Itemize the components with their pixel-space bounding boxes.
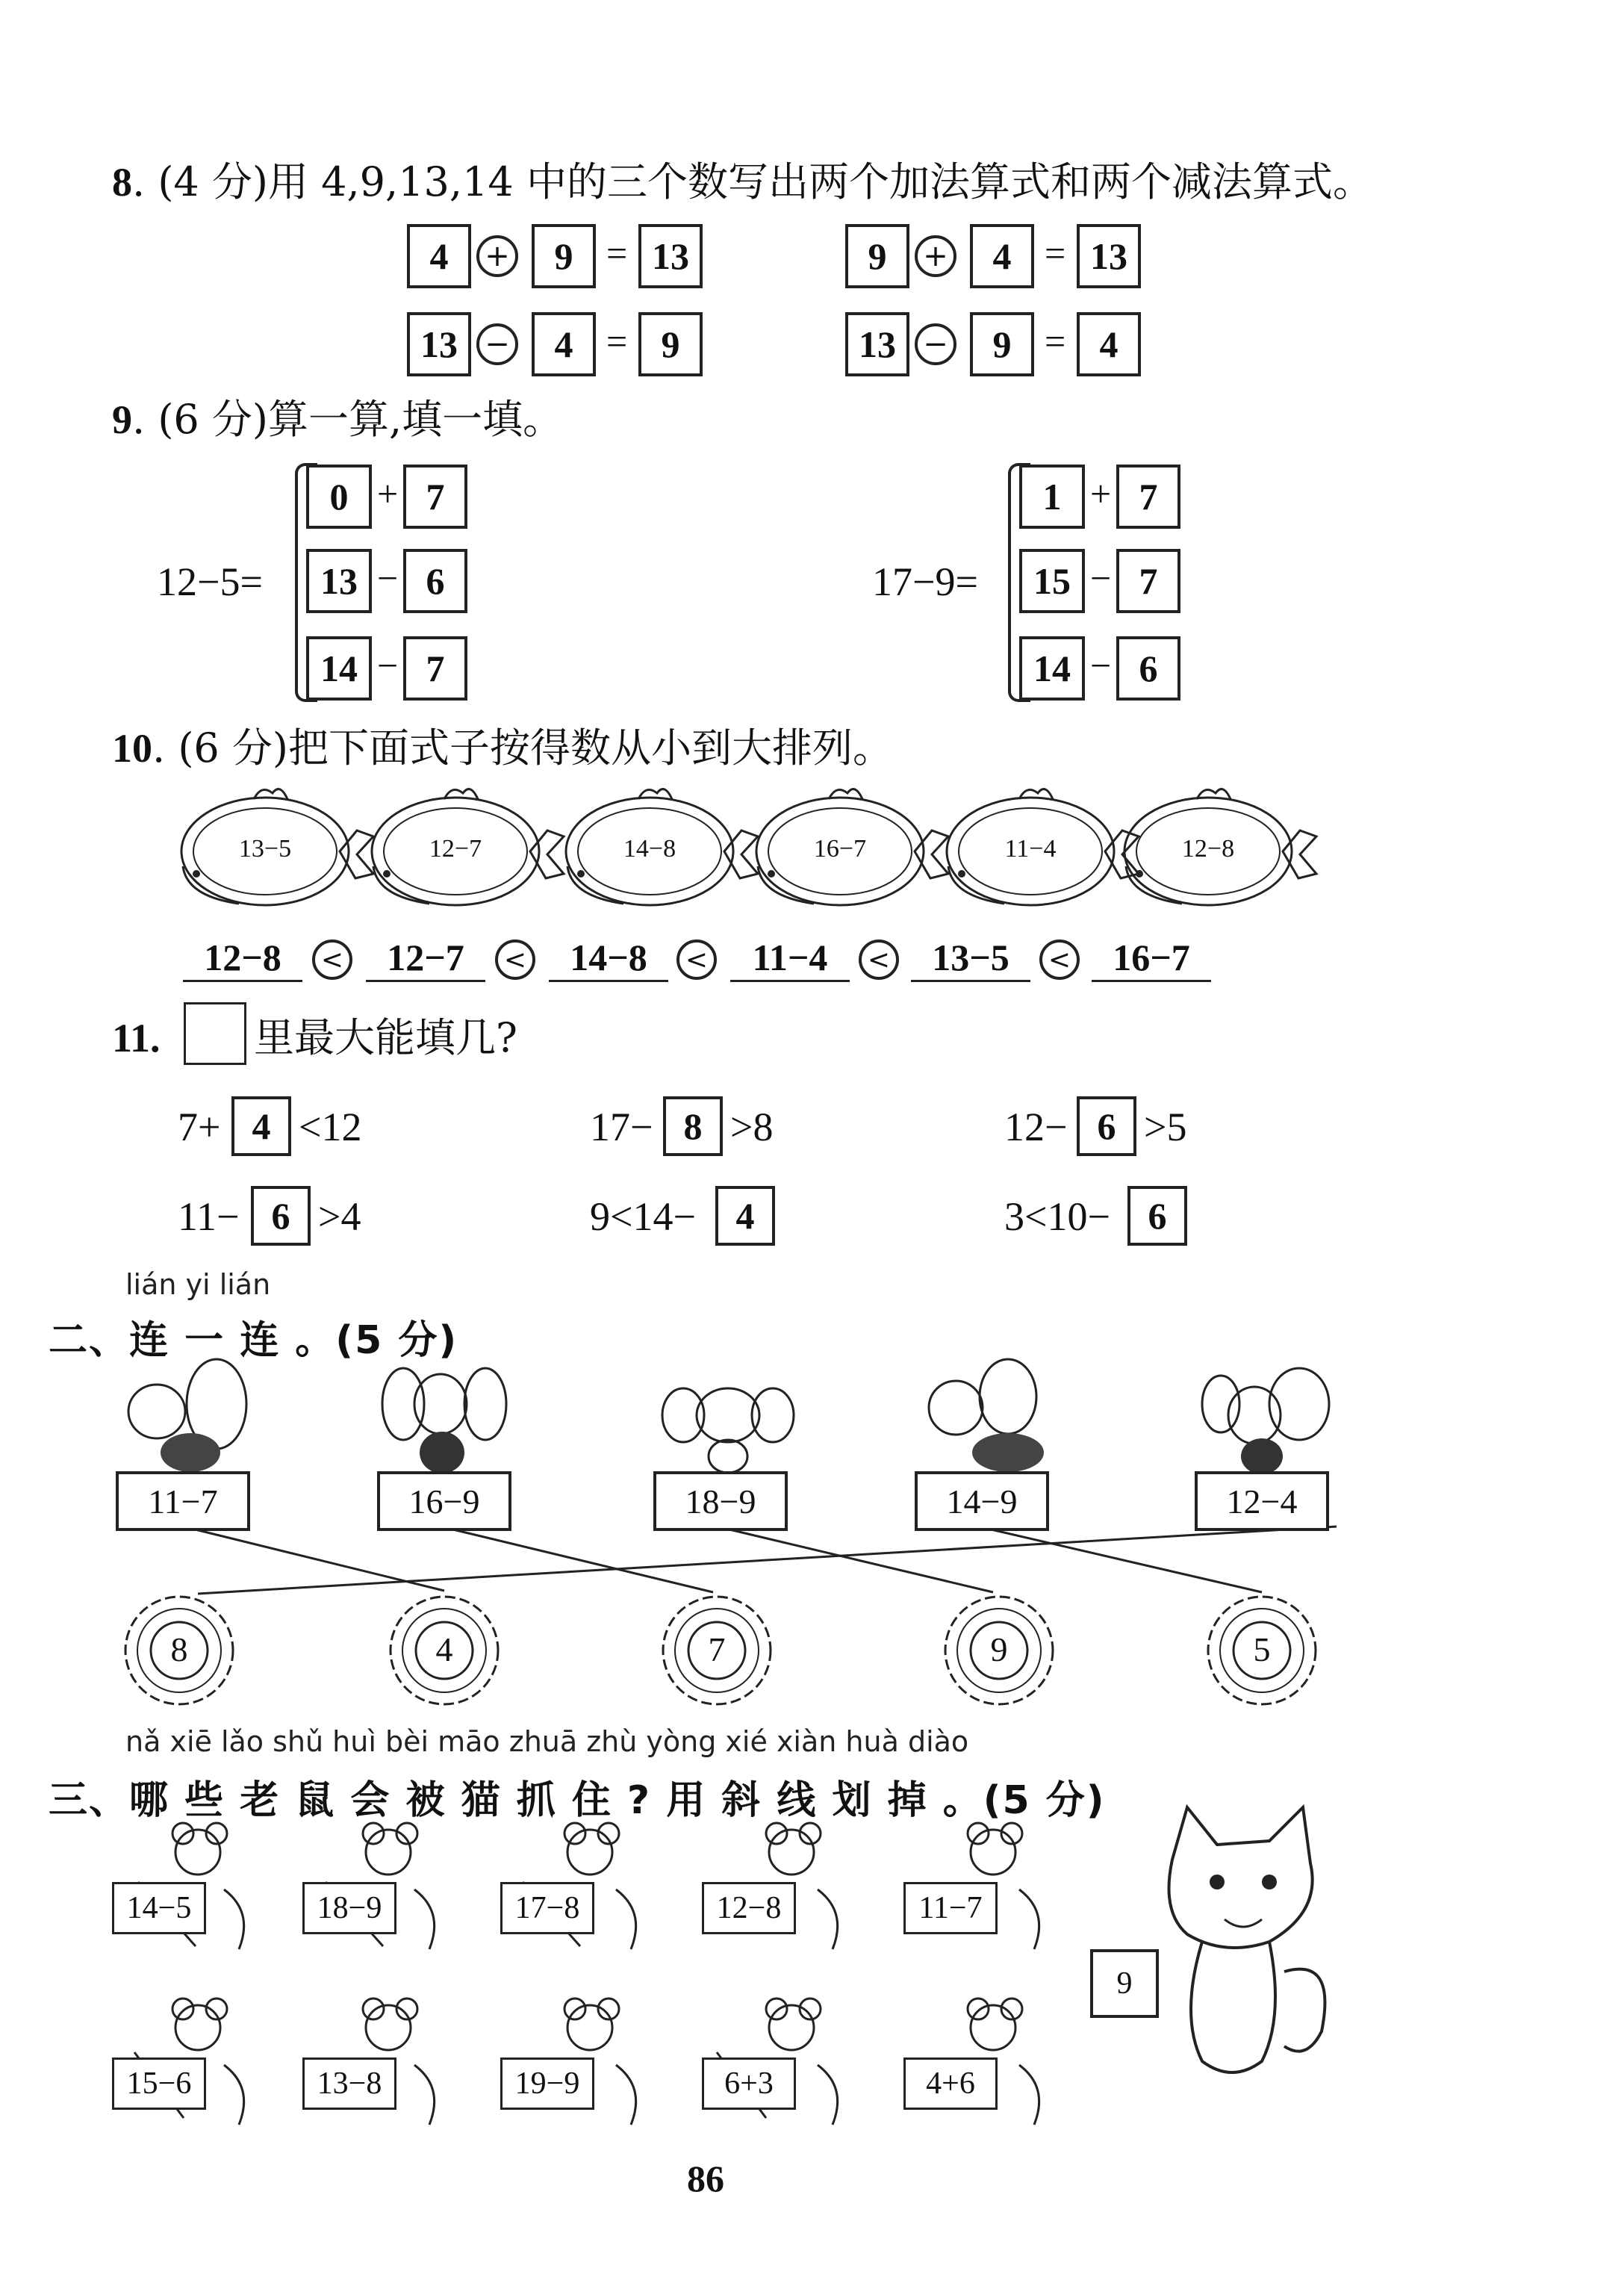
q8-eq3-op: − [476,323,518,365]
q9-right-r2-op: − [1090,557,1112,599]
q8-eq3-a: 13 [407,312,471,376]
mouse-row2-3-card: 19−9 [500,2057,594,2110]
q10-lt-3: < [676,940,717,980]
q8-eq4-eq: = [1045,320,1066,362]
flower-5-label: 5 [1253,1630,1271,1668]
q8-eq2-r: 13 [1077,224,1141,288]
mouse-row1-2-card: 18−9 [302,1882,396,1934]
q11-item4-pre: 11− [178,1194,240,1239]
mouse-row1-4-card: 12−8 [702,1882,796,1934]
q8-text: . (4 分)用 4,9,13,14 中的三个数写出两个加法算式和两个减法算式。 [132,158,1373,205]
q8-eq2-op: + [915,235,956,277]
q11-heading: 11. [112,1016,161,1060]
q8-eq2-eq: = [1045,232,1066,274]
q8-eq1-eq: = [606,232,628,274]
q11-item1-post: <12 [299,1105,362,1149]
fish-2-label: 12−7 [429,835,482,863]
q11-item5-box: 4 [715,1186,775,1246]
q8-eq4-a: 13 [845,312,909,376]
flower-2-label: 4 [435,1630,453,1668]
sec2-card-2: 16−9 [377,1471,511,1531]
fish-1-label: 13−5 [238,835,292,863]
sec2-card-3: 18−9 [653,1471,788,1531]
q11-item2-pre: 17− [590,1105,653,1149]
q10-answer-6: 16−7 [1092,935,1211,982]
q8-eq3-b: 4 [532,312,596,376]
q9-right-r1-op: + [1090,473,1112,515]
q10-answer-4: 11−4 [730,935,850,982]
mouse-row2-4-card: 6+3 [702,2057,796,2110]
q10-answer-2: 12−7 [366,935,485,982]
sec3-title: 三、哪 些 老 鼠 会 被 猫 抓 住 ? 用 斜 线 划 掉 。(5 分) [49,1778,1106,1823]
q9-number: 9 [112,397,132,442]
q8-eq2-a: 9 [845,224,909,288]
mouse-row1-3-card: 17−8 [500,1882,594,1934]
q10-number: 10 [112,726,152,771]
mouse-row2-5-card: 4+6 [903,2057,998,2110]
q9-left-r3-a: 14 [306,636,372,701]
q10-lt-2: < [495,940,535,980]
flower-1-label: 8 [170,1630,188,1668]
q8-eq2-b: 4 [970,224,1034,288]
q9-left-r3-b: 7 [403,636,467,701]
q9-text: . (6 分)算一算,填一填。 [132,396,564,443]
q9-right-r3-b: 6 [1116,636,1180,701]
q9-right-r2-a: 15 [1019,549,1085,613]
q11-item3-box: 6 [1077,1096,1136,1156]
q10-text: . (6 分)把下面式子按得数从小到大排列。 [152,724,893,771]
q11-item2-box: 8 [663,1096,723,1156]
q9-left-r3-op: − [377,645,399,686]
q11-item4-box: 6 [251,1186,311,1246]
q9-left-r1-a: 0 [306,465,372,529]
q11-item2-post: >8 [730,1105,774,1149]
q11-number: 11 [112,1016,151,1060]
q11-item1-box: 4 [231,1096,291,1156]
q9-left-r2-a: 13 [306,549,372,613]
mouse-row1-5-card: 11−7 [903,1882,998,1934]
q10-lt-4: < [859,940,899,980]
q11-item5-pre: 9<14− [590,1194,696,1239]
q11-item1-pre: 7+ [178,1105,221,1149]
fish-3-label: 14−8 [623,835,676,863]
q8-eq4-op: − [915,323,956,365]
sec2-pinyin: lián yi lián [125,1268,271,1301]
q8-eq4-b: 9 [970,312,1034,376]
fish-4-label: 16−7 [813,835,867,863]
mouse-row1-1-card: 14−5 [112,1882,206,1934]
q9-left-r1-b: 7 [403,465,467,529]
q9-left-r2-op: − [377,557,399,599]
sec2-card-4: 14−9 [915,1471,1049,1531]
q8-number: 8 [112,160,132,205]
sec2-card-5: 12−4 [1195,1471,1329,1531]
q11-text: 里最大能填几? [254,1014,517,1061]
q10-answer-5: 13−5 [911,935,1030,982]
q10-lt-1: < [312,940,352,980]
q8-eq1-b: 9 [532,224,596,288]
flower-3-label: 7 [708,1630,726,1668]
q11-item3-post: >5 [1144,1105,1187,1149]
q11-item4-post: >4 [318,1194,361,1239]
q9-left-expr: 12−5= [157,559,263,604]
q9-right-r2-b: 7 [1116,549,1180,613]
q8-eq4-r: 4 [1077,312,1141,376]
q9-left-r1-op: + [377,473,399,515]
mouse-row2-2-card: 13−8 [302,2057,396,2110]
fish-5-label: 11−4 [1004,835,1057,863]
q8-eq3-r: 9 [638,312,703,376]
sec2-card-1: 11−7 [116,1471,250,1531]
sec3-pinyin: nǎ xiē lǎo shǔ huì bèi māo zhuā zhù yòng xié xiàn huà diào [125,1725,969,1758]
cat-icon [1169,1807,1325,2072]
q9-right-r1-a: 1 [1019,465,1085,529]
q11-item3-pre: 12− [1004,1105,1068,1149]
q10-lt-5: < [1039,940,1080,980]
q11-item6-pre: 3<10− [1004,1194,1110,1239]
cat-number-box: 9 [1090,1949,1159,2018]
q8-eq1-a: 4 [407,224,471,288]
q8-eq3-eq: = [606,320,628,362]
q8-eq1-op: + [476,235,518,277]
q9-right-expr: 17−9= [872,559,978,604]
q8-eq1-r: 13 [638,224,703,288]
q11-item6-box: 6 [1127,1186,1187,1246]
flower-4-label: 9 [990,1630,1008,1668]
sec2-title: 二、连 一 连 。(5 分) [49,1318,458,1363]
mouse-row2-1-card: 15−6 [112,2057,206,2110]
q10-answer-1: 12−8 [183,935,302,982]
q9-left-r2-b: 6 [403,549,467,613]
q9-right-r3-op: − [1090,645,1112,686]
q9-right-r1-b: 7 [1116,465,1180,529]
fish-6-label: 12−8 [1181,835,1235,863]
q10-answer-3: 14−8 [549,935,668,982]
q9-right-r3-a: 14 [1019,636,1085,701]
page-number: 86 [687,2158,724,2199]
